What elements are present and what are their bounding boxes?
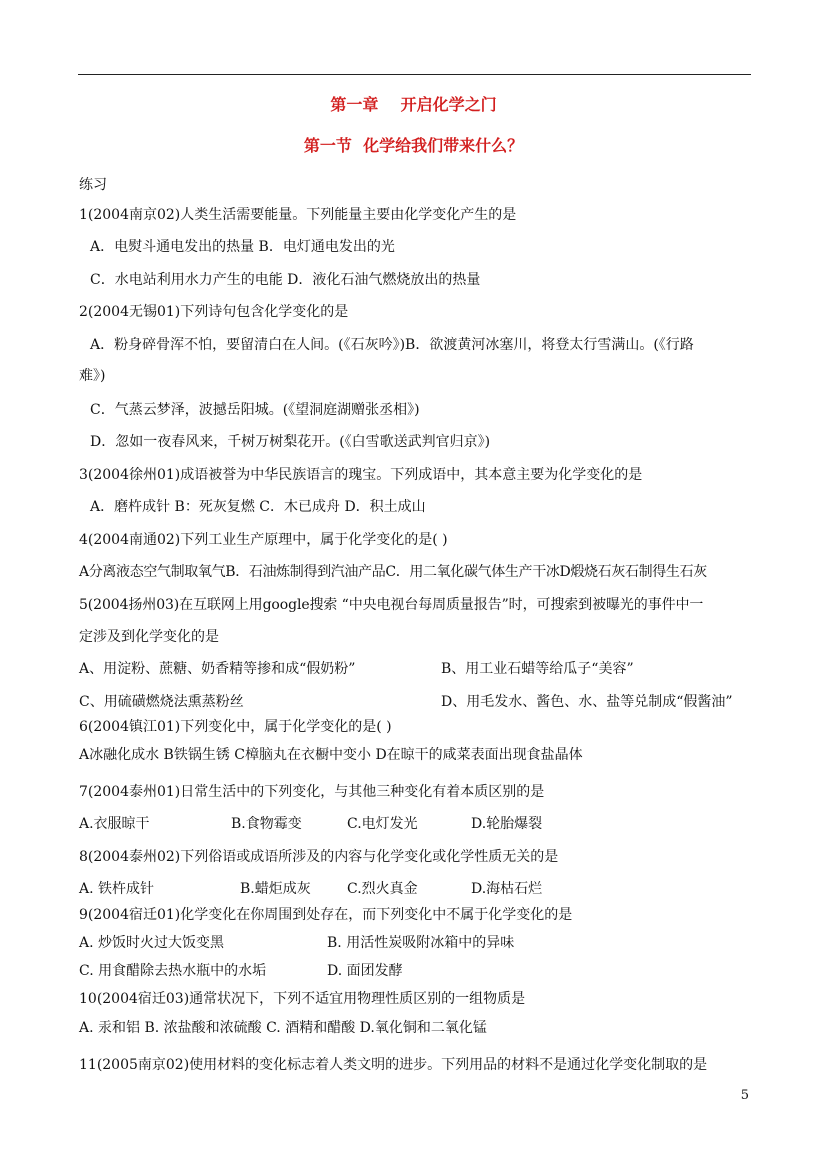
question-9-stem: 9(2004宿迁01)化学变化在你周围到处存在，而下列变化中不属于化学变化的是 (79, 907, 573, 923)
question-7-option-d: D.轮胎爆裂 (471, 816, 543, 832)
question-5-stem-line1: 5(2004扬州03)在互联网上用google搜索 “中央电视台每周质量报告”时，可搜索到被曝光的事件中一 (79, 597, 704, 613)
question-1-options-ab: A．电熨斗通电发出的热量 B．电灯通电发出的光 (90, 239, 395, 255)
question-8-stem: 8(2004泰州02)下列俗语或成语所涉及的内容与化学变化或化学性质无关的是 (79, 849, 559, 865)
question-2-option-d: D．忽如一夜春风来，千树万树梨花开。(《白雪歌送武判官归京》) (90, 434, 491, 450)
question-6-options: A冰融化成水 B铁锅生锈 C樟脑丸在衣橱中变小 D在晾干的咸菜表面出现食盐晶体 (79, 747, 583, 763)
question-4-stem: 4(2004南通02)下列工业生产原理中，属于化学变化的是( ) (79, 532, 448, 548)
header-rule (78, 74, 751, 75)
question-7-stem: 7(2004泰州01)日常生活中的下列变化，与其他三种变化有着本质区别的是 (79, 784, 545, 800)
question-7-option-c: C.电灯发光 (347, 816, 418, 832)
question-11-stem: 11(2005南京02)使用材料的变化标志着人类文明的进步。下列用品的材料不是通过化学变化制取的是 (79, 1057, 708, 1073)
question-5-option-c: C、用硫磺燃烧法熏蒸粉丝 (79, 694, 244, 710)
question-7-option-a: A.衣服晾干 (79, 816, 150, 832)
question-3-stem: 3(2004徐州01)成语被誉为中华民族语言的瑰宝。下列成语中，其本意主要为化学变化的是 (79, 467, 643, 483)
question-2-option-c: C．气蒸云梦泽，波撼岳阳城。(《望洞庭湖赠张丞相》) (90, 402, 420, 418)
question-3-options: A．磨杵成针 B：死灰复燃 C．木已成舟 D．积土成山 (90, 499, 426, 515)
question-6-stem: 6(2004镇江01)下列变化中，属于化学变化的是( ) (79, 719, 392, 735)
question-8-option-b: B.蜡炬成灰 (240, 881, 311, 897)
question-5-option-d: D、用毛发水、酱色、水、盐等兑制成“假酱油” (441, 694, 733, 710)
question-7-option-b: B.食物霉变 (231, 816, 302, 832)
chapter-title: 第一章 开启化学之门 (330, 95, 497, 114)
question-10-stem: 10(2004宿迁03)通常状况下，下列不适宜用物理性质区别的一组物质是 (79, 991, 526, 1007)
question-8-option-d: D.海枯石烂 (471, 881, 543, 897)
question-9-option-c: C. 用食醋除去热水瓶中的水垢 (79, 963, 267, 979)
question-2-stem: 2(2004无锡01)下列诗句包含化学变化的是 (79, 304, 349, 320)
question-4-options: A分离液态空气制取氧气B．石油炼制得到汽油产品C．用二氧化碳气体生产干冰D煅烧石灰石制得生石灰 (79, 564, 707, 580)
question-9-option-d: D. 面团发酵 (327, 963, 403, 979)
question-9-option-a: A. 炒饭时火过大饭变黑 (79, 935, 225, 951)
question-1-options-cd: C．水电站利用水力产生的电能 D．液化石油气燃烧放出的热量 (90, 272, 481, 288)
question-5-stem-line2: 定涉及到化学变化的是 (79, 629, 219, 645)
question-9-option-b: B. 用活性炭吸附冰箱中的异味 (327, 935, 515, 951)
question-8-option-c: C.烈火真金 (347, 881, 418, 897)
question-8-option-a: A. 铁杵成针 (79, 881, 155, 897)
question-2-options-ab-line2: 难》) (79, 368, 106, 384)
page-number: 5 (740, 1088, 749, 1103)
exercise-label: 练习 (79, 177, 107, 193)
question-1-stem: 1(2004南京02)人类生活需要能量。下列能量主要由化学变化产生的是 (79, 207, 517, 223)
section-title: 第一节 化学给我们带来什么？ (303, 136, 524, 155)
question-10-options: A. 汞和铝 B. 浓盐酸和浓硫酸 C. 酒精和醋酸 D.氧化铜和二氧化锰 (79, 1020, 487, 1036)
question-5-option-b: B、用工业石蜡等给瓜子“美容” (441, 661, 634, 677)
question-5-option-a: A、用淀粉、蔗糖、奶香精等掺和成“假奶粉” (79, 661, 356, 677)
question-2-options-ab-line1: A．粉身碎骨浑不怕，要留清白在人间。(《石灰吟》)B．欲渡黄河冰塞川，将登太行雪满山。(《行路 (90, 337, 694, 353)
